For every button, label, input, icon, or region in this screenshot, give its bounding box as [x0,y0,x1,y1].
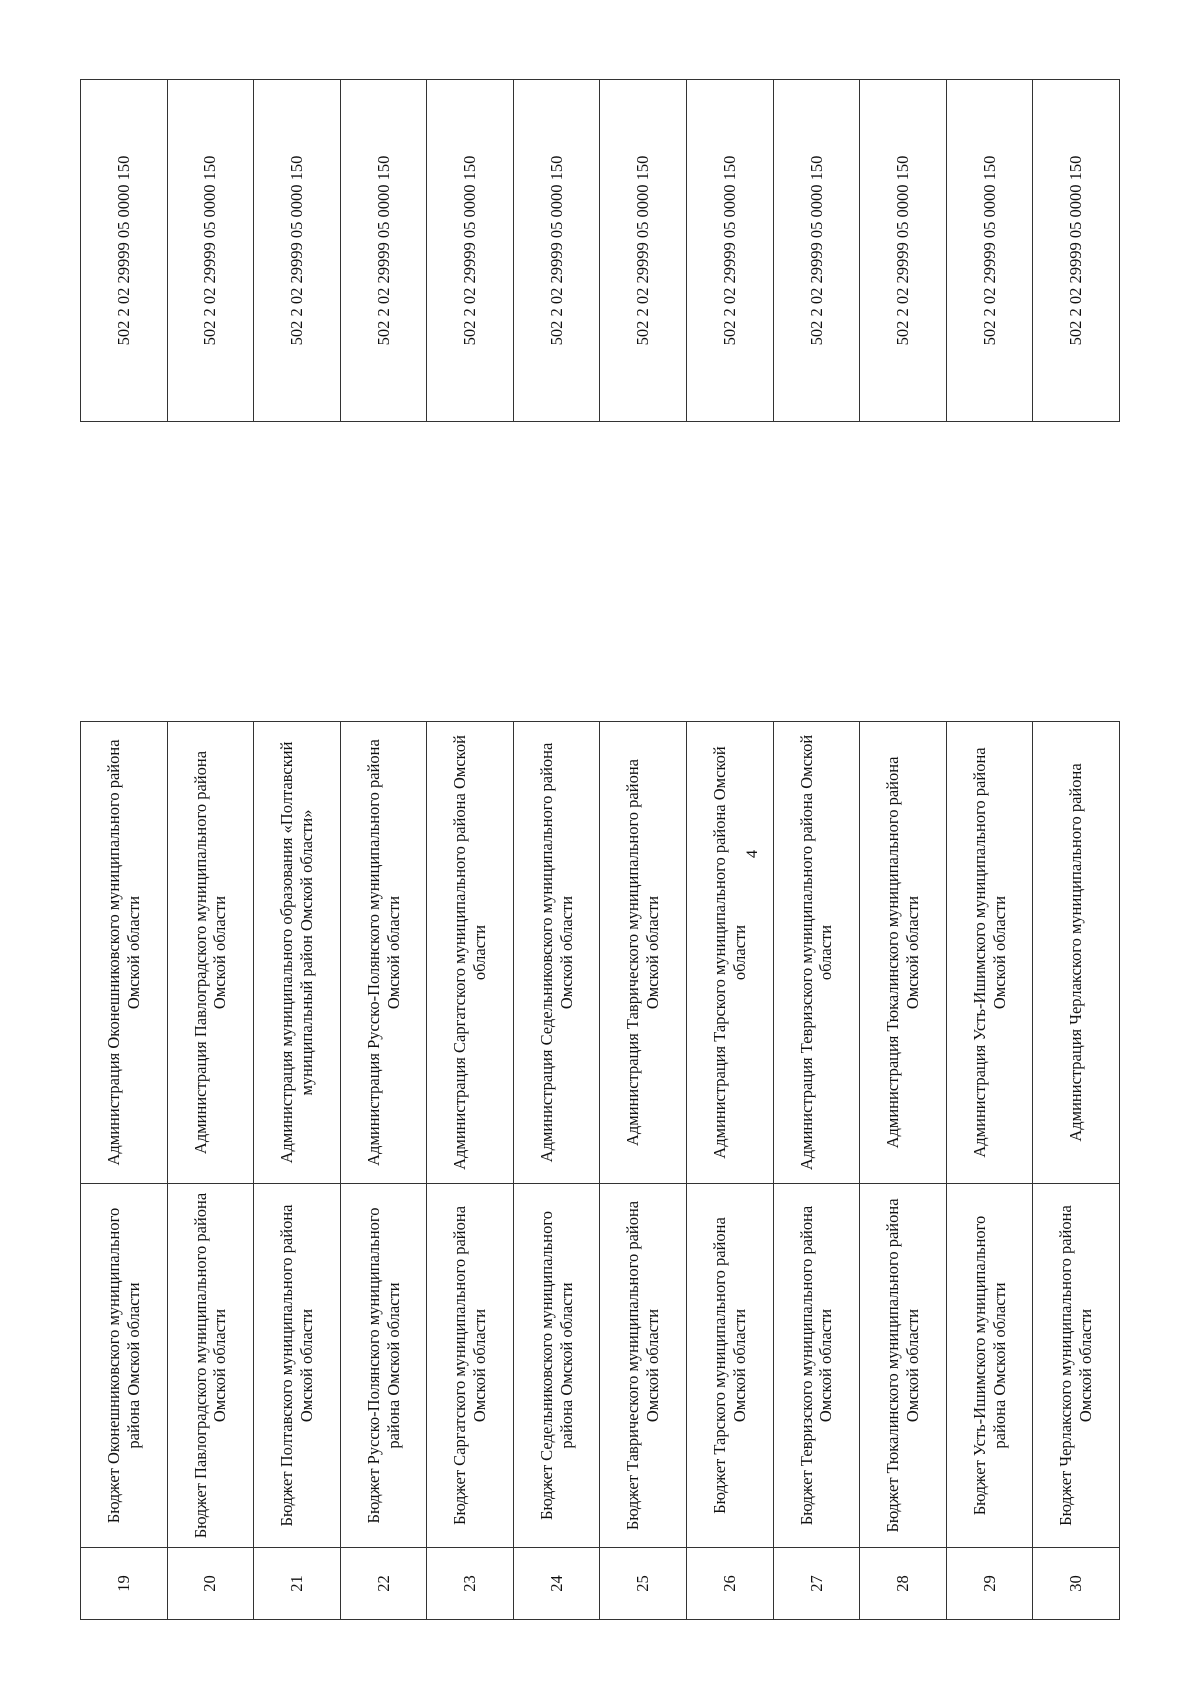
budget-name-cell: Бюджет Тюкалинского муниципального района Омской области [860,1184,947,1548]
gap-cell [1033,422,1120,722]
administrator-cell: Администрация Усть-Ишимского муниципального района Омской области [946,722,1033,1184]
budget-name-cell: Бюджет Саргатского муниципального района Омской области [427,1184,514,1548]
budget-name-cell: Бюджет Тарского муниципального района Омской области [687,1184,774,1548]
table-row [254,80,341,1620]
table-row [946,80,1033,1620]
budget-code-cell: 502 2 02 29999 05 0000 150 [1033,80,1120,422]
budget-code-cell: 502 2 02 29999 05 0000 150 [773,80,860,422]
table-row [687,80,774,1620]
row-number-cell: 26 [687,1548,774,1620]
administrator-cell: Администрация Тарского муниципального района Омской области [687,722,774,1184]
row-number-cell: 27 [773,1548,860,1620]
gap-cell [427,422,514,722]
row-number-cell: 28 [860,1548,947,1620]
administrator-cell: Администрация Павлоградского муниципального района Омской области [167,722,254,1184]
gap-cell [254,422,341,722]
budget-code-cell: 502 2 02 29999 05 0000 150 [600,80,687,422]
administrator-cell: Администрация муниципального образования «Полтавский муниципальный район Омской области» [254,722,341,1184]
administrator-cell: Администрация Саргатского муниципального района Омской области [427,722,514,1184]
budget-code-cell: 502 2 02 29999 05 0000 150 [254,80,341,422]
budget-name-cell: Бюджет Полтавского муниципального района Омской области [254,1184,341,1548]
table-row [340,80,427,1620]
gap-cell [773,422,860,722]
gap-cell [946,422,1033,722]
budget-code-cell: 502 2 02 29999 05 0000 150 [167,80,254,422]
administrator-cell: Администрация Оконешниковского муниципального района Омской области [81,722,168,1184]
budget-name-cell: Бюджет Усть-Ишимского муниципального района Омской области [946,1184,1033,1548]
row-number-cell: 22 [340,1548,427,1620]
row-number-cell: 30 [1033,1548,1120,1620]
administrator-cell: Администрация Черлакского муниципального района [1033,722,1120,1184]
budget-name-cell: Бюджет Тевризского муниципального района Омской области [773,1184,860,1548]
table-container [80,80,1120,1620]
budget-table [80,79,1120,1620]
table-row [513,80,600,1620]
row-number-cell: 29 [946,1548,1033,1620]
gap-cell [513,422,600,722]
table-row [81,80,168,1620]
table-row [1033,80,1120,1620]
administrator-cell: Администрация Тевризского муниципального района Омской области [773,722,860,1184]
gap-cell [340,422,427,722]
budget-name-cell: Бюджет Черлакского муниципального района Омской области [1033,1184,1120,1548]
table-row [773,80,860,1620]
row-number-cell: 20 [167,1548,254,1620]
row-number-cell: 19 [81,1548,168,1620]
budget-code-cell: 502 2 02 29999 05 0000 150 [340,80,427,422]
budget-name-cell: Бюджет Оконешниковского муниципального района Омской области [81,1184,168,1548]
budget-code-cell: 502 2 02 29999 05 0000 150 [687,80,774,422]
administrator-cell: Администрация Таврического муниципального района Омской области [600,722,687,1184]
budget-code-cell: 502 2 02 29999 05 0000 150 [513,80,600,422]
administrator-cell: Администрация Тюкалинского муниципального района Омской области [860,722,947,1184]
row-number-cell: 24 [513,1548,600,1620]
table-row [167,80,254,1620]
row-number-cell: 25 [600,1548,687,1620]
page-number: 4 [744,850,761,858]
gap-cell [860,422,947,722]
row-number-cell: 21 [254,1548,341,1620]
gap-cell [167,422,254,722]
table-row [860,80,947,1620]
budget-name-cell: Бюджет Русско-Полянского муниципального района Омской области [340,1184,427,1548]
table-row [600,80,687,1620]
budget-name-cell: Бюджет Павлоградского муниципального района Омской области [167,1184,254,1548]
row-number-cell: 23 [427,1548,514,1620]
gap-cell [687,422,774,722]
budget-code-cell: 502 2 02 29999 05 0000 150 [946,80,1033,422]
gap-cell [81,422,168,722]
table-body [81,80,1120,1620]
budget-code-cell: 502 2 02 29999 05 0000 150 [81,80,168,422]
administrator-cell: Администрация Русско-Полянского муниципального района Омской области [340,722,427,1184]
gap-cell [600,422,687,722]
table-row [427,80,514,1620]
budget-code-cell: 502 2 02 29999 05 0000 150 [427,80,514,422]
budget-name-cell: Бюджет Таврического муниципального района Омской области [600,1184,687,1548]
budget-name-cell: Бюджет Седельниковского муниципального района Омской области [513,1184,600,1548]
budget-code-cell: 502 2 02 29999 05 0000 150 [860,80,947,422]
administrator-cell: Администрация Седельниковского муниципального района Омской области [513,722,600,1184]
